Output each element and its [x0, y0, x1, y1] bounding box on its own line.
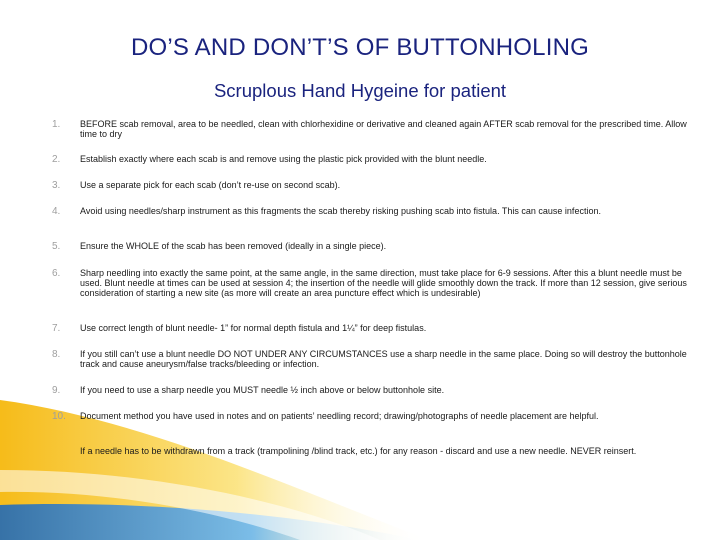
item-number: 6.	[52, 268, 61, 279]
item-text: Establish exactly where each scab is and remove using the plastic pick provided with the blunt needle.	[80, 154, 487, 164]
item-number: 8.	[52, 349, 61, 360]
item-text: Avoid using needles/sharp instrument as this fragments the scab thereby risking pushing scab into fistula. This can cause infection.	[80, 206, 601, 216]
item-text: BEFORE scab removal, area to be needled, clean with chlorhexidine or derivative and cleaned again AFTER scab removal for the prescribed time. Allow time to dry	[80, 119, 687, 139]
item-number: 5.	[52, 241, 61, 252]
item-number: 7.	[52, 323, 61, 334]
item-number: 9.	[52, 385, 61, 396]
item-number: 4.	[52, 206, 61, 217]
page-subtitle: Scruplous Hand Hygeine for patient	[213, 80, 507, 101]
item-text: If you need to use a sharp needle you MUST needle ½ inch above or below buttonhole site.	[80, 385, 445, 395]
item-number: 2.	[52, 154, 61, 165]
page-title: DO’S AND DON’T’S OF BUTTONHOLING	[131, 34, 589, 61]
item-number: 10.	[52, 411, 66, 422]
item-text: If you still can’t use a blunt needle DO NOT UNDER ANY CIRCUMSTANCES use a sharp needle in the same place. Doing so will destroy the buttonhole track and cause aneurysm/false tracks/bleeding or infection.	[80, 349, 687, 369]
item-text: If a needle has to be withdrawn from a track (trampolining /blind track, etc.) for any reason - discard and use a new needle. NEVER reinsert.	[80, 446, 637, 456]
item-number: 1.	[52, 119, 61, 130]
item-text: Ensure the WHOLE of the scab has been removed (ideally in a single piece).	[80, 241, 387, 251]
item-text: Use a separate pick for each scab (don’t re-use on second scab).	[80, 180, 341, 190]
item-number: 3.	[52, 180, 61, 191]
item-text: Use correct length of blunt needle- 1” for normal depth fistula and 1¼” for deep fistulas.	[80, 323, 427, 333]
item-text: Document method you have used in notes and on patients’ needling record; drawing/photographs of needle placement are helpful.	[80, 411, 599, 421]
item-text: Sharp needling into exactly the same point, at the same angle, in the same direction, must take place for 6-9 sessions. After this a blunt needle must be used. Blunt needle at times can be used at session 4; the insertion of the needle will glide smoothly down the track. If more than 12 session, give serious consideration of starting a new site (as more will create an area puncture effect which is undesirable)	[80, 268, 687, 298]
